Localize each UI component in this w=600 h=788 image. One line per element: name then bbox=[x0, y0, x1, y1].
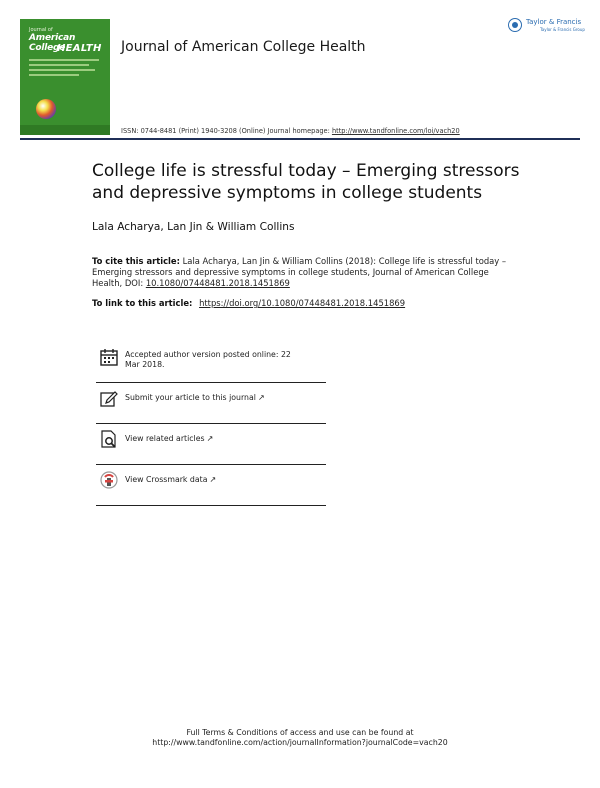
citation-label: To cite this article: bbox=[92, 256, 180, 266]
cover-title-line2: HEALTH bbox=[57, 43, 102, 54]
journal-cover-image bbox=[20, 19, 110, 135]
crossmark-link[interactable] bbox=[125, 475, 305, 485]
external-link-icon: ↗ bbox=[206, 434, 214, 443]
journal-homepage-link[interactable]: http://www.tandfonline.com/loi/vach20 bbox=[331, 127, 460, 135]
citation-text: Lala Acharya, Lan Jin & William Collins (2018): College life is stressful today – Emerging stressors and depressive symptoms in college students, Journal of American College Health, DOI: bbox=[92, 256, 507, 288]
related-articles-item[interactable] bbox=[96, 424, 326, 465]
article-authors: Lala Acharya, Lan Jin & William Collins bbox=[92, 221, 295, 233]
article-link-line bbox=[92, 298, 405, 308]
article-link-label: To link to this article: bbox=[92, 298, 193, 308]
cover-title-line1: American College bbox=[29, 33, 76, 53]
accepted-version-text: Accepted author version posted online: 22 Mar 2018. bbox=[125, 350, 291, 369]
issn-line bbox=[121, 127, 460, 135]
cover-sphere-graphic bbox=[36, 99, 56, 119]
external-link-icon: ↗ bbox=[209, 475, 217, 484]
crossmark-icon bbox=[100, 471, 118, 489]
publisher-subname: Taylor & Francis Group bbox=[540, 27, 585, 32]
taylor-francis-logo-icon bbox=[508, 18, 522, 32]
cover-text-line bbox=[29, 64, 89, 66]
external-link-icon: ↗ bbox=[257, 393, 265, 402]
cover-bottom-stripe bbox=[20, 125, 110, 135]
edit-icon bbox=[100, 389, 118, 407]
header-divider bbox=[20, 138, 580, 140]
calendar-icon bbox=[100, 348, 118, 366]
citation-block bbox=[92, 256, 512, 289]
terms-url[interactable]: http://www.tandfonline.com/action/journalInformation?journalCode=vach20 bbox=[152, 738, 448, 747]
publisher-name: Taylor & Francis bbox=[526, 18, 582, 26]
accepted-version-item bbox=[96, 342, 326, 383]
related-articles-icon bbox=[100, 430, 118, 448]
issn-text: ISSN: 0744-8481 (Print) 1940-3208 (Online) Journal homepage: bbox=[121, 127, 332, 135]
article-doi-url[interactable]: https://doi.org/10.1080/07448481.2018.1451869 bbox=[199, 298, 406, 308]
cover-text-line bbox=[29, 69, 95, 71]
submit-article-link[interactable] bbox=[125, 393, 305, 403]
article-title: College life is stressful today – Emerging stressors and depressive symptoms in college students bbox=[92, 161, 520, 203]
cover-text-line bbox=[29, 59, 99, 61]
cover-top-text: Journal of bbox=[29, 27, 53, 33]
article-actions-list bbox=[96, 342, 326, 506]
journal-title[interactable]: Journal of American College Health bbox=[121, 39, 366, 55]
terms-footer bbox=[0, 728, 600, 748]
submit-article-item[interactable] bbox=[96, 383, 326, 424]
related-articles-text: View related articles bbox=[125, 434, 205, 443]
citation-doi-link[interactable]: 10.1080/07448481.2018.1451869 bbox=[145, 278, 290, 288]
crossmark-text: View Crossmark data bbox=[125, 475, 208, 484]
publisher-logo[interactable] bbox=[508, 17, 584, 37]
crossmark-item[interactable] bbox=[96, 465, 326, 506]
cover-text-line bbox=[29, 74, 79, 76]
related-articles-link[interactable] bbox=[125, 434, 305, 444]
terms-line: Full Terms & Conditions of access and use can be found at bbox=[186, 728, 414, 737]
submit-article-text: Submit your article to this journal bbox=[125, 393, 256, 402]
